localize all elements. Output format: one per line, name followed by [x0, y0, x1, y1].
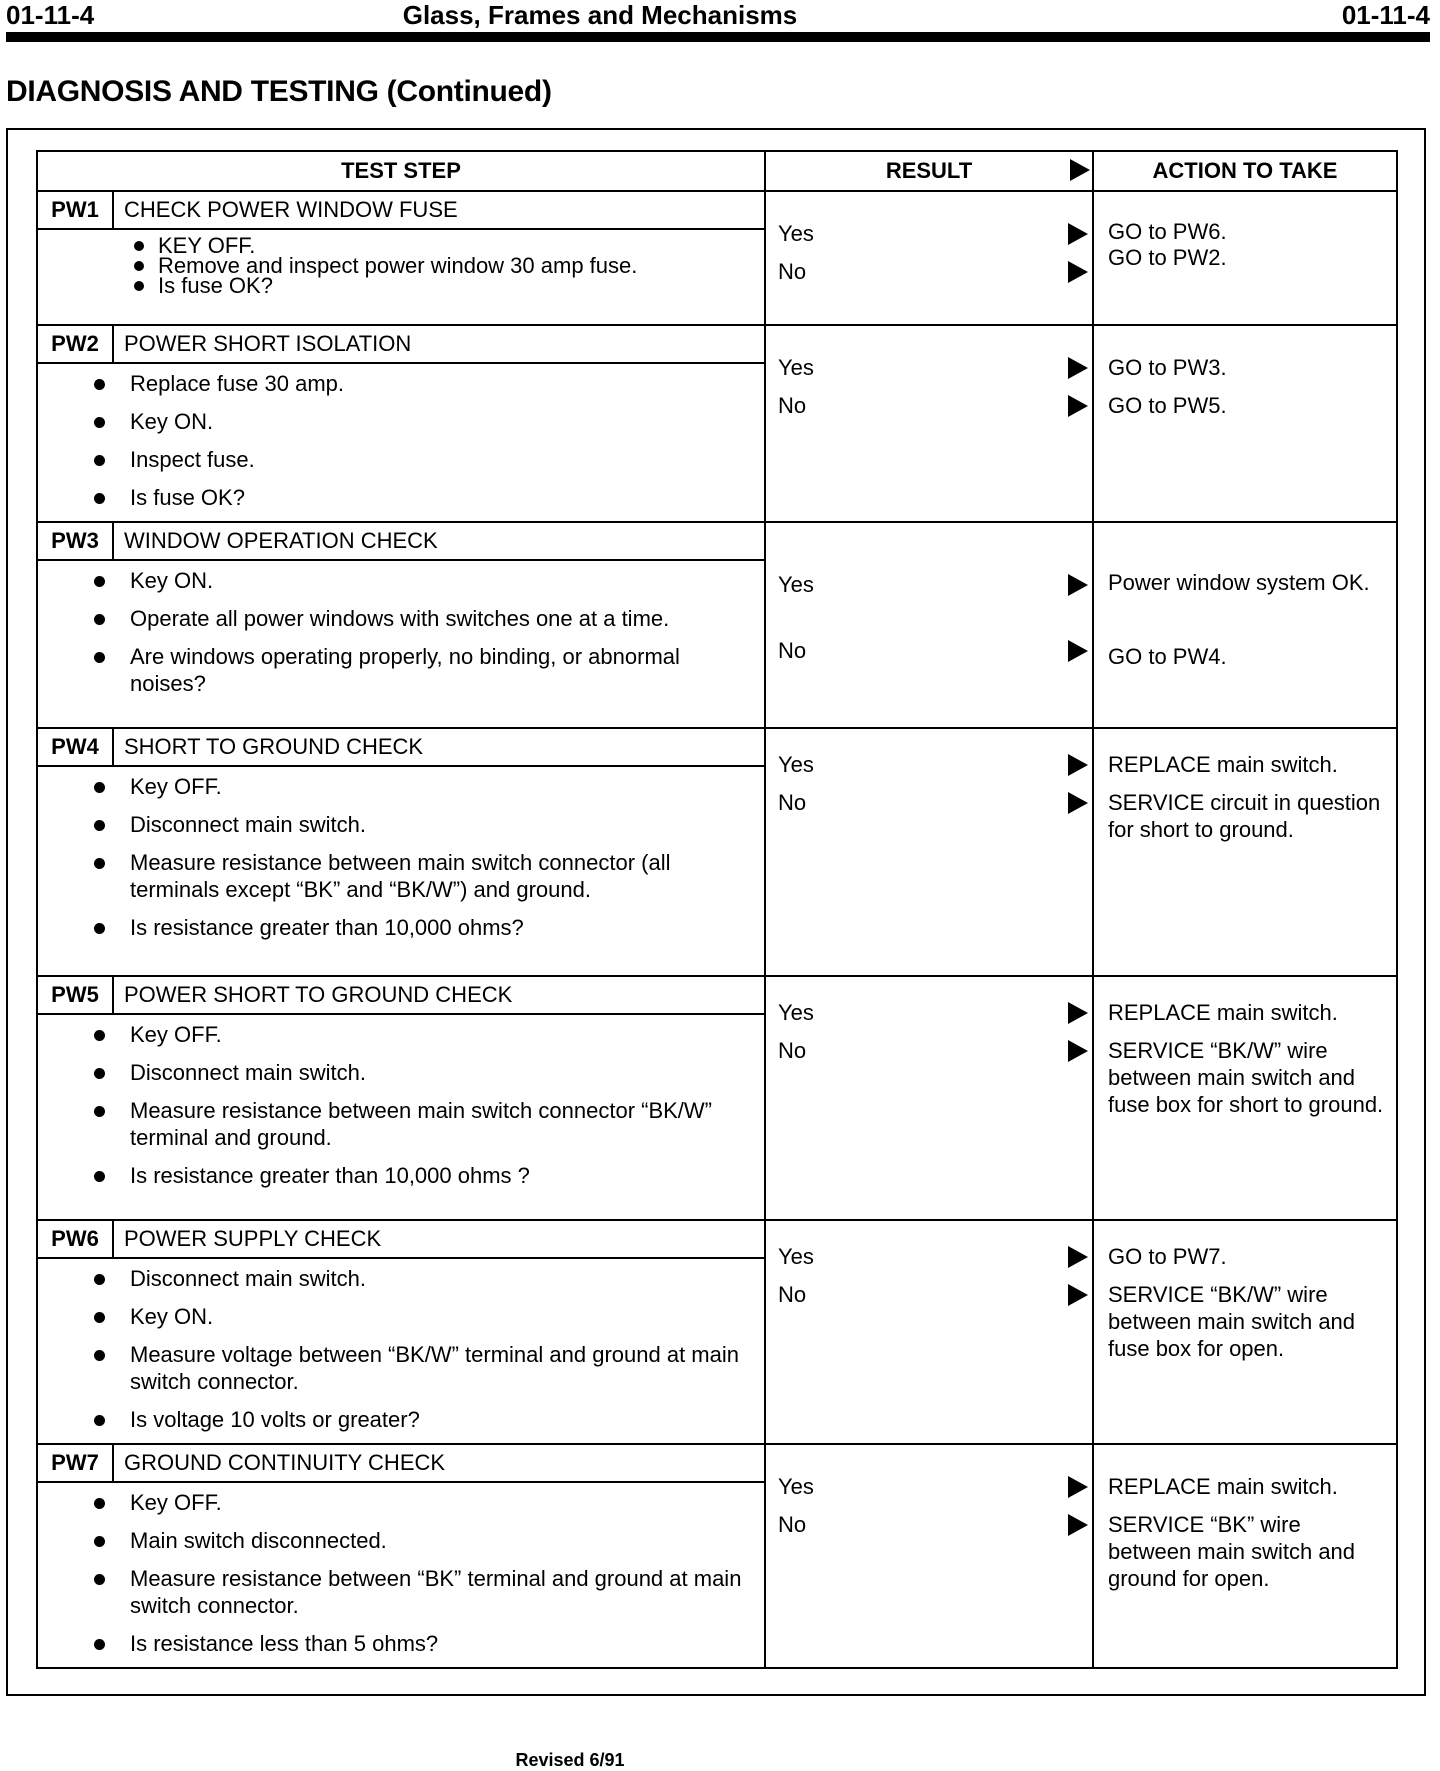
step-instructions [38, 364, 764, 521]
result-cell [765, 728, 1093, 976]
instruction-item: Key ON. [130, 567, 744, 594]
action-text: REPLACE main switch. [1108, 752, 1338, 777]
arrow-right-icon [1070, 159, 1090, 181]
instruction-item: Disconnect main switch. [130, 1059, 744, 1086]
instruction-item: Key ON. [130, 1303, 744, 1330]
result-line [778, 354, 1088, 382]
result-line [778, 637, 1088, 665]
column-header-result-label: RESULT [885, 158, 973, 183]
arrow-right-icon [1068, 395, 1088, 417]
result-label: No [778, 259, 807, 284]
step-header [38, 1221, 764, 1259]
arrow-right-icon [1068, 792, 1088, 814]
instruction-item: Measure resistance between main switch connector (all terminals except “BK” and “BK/W”) and ground. [130, 849, 744, 903]
step-instructions [38, 767, 764, 951]
step-instructions [38, 561, 764, 707]
table-row [37, 1444, 1397, 1668]
instruction-item: Measure voltage between “BK/W” terminal and ground at main switch connector. [130, 1341, 744, 1395]
action-cell [1093, 522, 1397, 728]
result-label: No [778, 638, 807, 663]
section-title: DIAGNOSIS AND TESTING (Continued) [6, 75, 552, 108]
result-line [778, 1037, 1088, 1065]
action-cell [1093, 728, 1397, 976]
result-label: No [778, 393, 807, 418]
instruction-item: Key OFF. [130, 1021, 744, 1048]
arrow-right-icon [1068, 1040, 1088, 1062]
arrow-right-icon [1068, 357, 1088, 379]
action-text: SERVICE “BK/W” wire between main switch and fuse box for open. [1108, 1282, 1356, 1361]
test-step-cell [37, 728, 765, 976]
action-text: GO to PW6. [1108, 219, 1227, 244]
step-id: PW3 [38, 523, 114, 559]
action-text: GO to PW4. [1108, 644, 1227, 669]
arrow-right-icon [1068, 1476, 1088, 1498]
arrow-right-icon [1068, 261, 1088, 283]
test-step-cell [37, 191, 765, 325]
result-label: Yes [778, 1474, 814, 1499]
action-cell [1093, 191, 1397, 325]
step-instructions [38, 1259, 764, 1443]
result-label: No [778, 1512, 807, 1537]
action-text: GO to PW5. [1108, 393, 1227, 418]
step-title: SHORT TO GROUND CHECK [124, 734, 424, 759]
result-label: Yes [778, 355, 814, 380]
instruction-item: Key OFF. [130, 773, 744, 800]
test-step-cell [37, 1444, 765, 1668]
result-line [778, 789, 1088, 817]
result-line [778, 258, 1088, 286]
action-text: SERVICE circuit in question for short to ground. [1108, 790, 1381, 842]
instruction-item: Measure resistance between “BK” terminal and ground at main switch connector. [130, 1565, 744, 1619]
instruction-item: Measure resistance between main switch connector “BK/W” terminal and ground. [130, 1097, 744, 1151]
action-cell [1093, 325, 1397, 522]
result-cell [765, 191, 1093, 325]
result-cell [765, 522, 1093, 728]
result-line [778, 220, 1088, 248]
result-label: No [778, 790, 807, 815]
result-cell [765, 1220, 1093, 1444]
step-header [38, 326, 764, 364]
column-header-test-step: TEST STEP [37, 151, 765, 191]
revision-footer: Revised 6/91 [515, 1750, 625, 1770]
table-row [37, 976, 1397, 1220]
result-line [778, 1511, 1088, 1539]
step-title: WINDOW OPERATION CHECK [124, 528, 438, 553]
step-header [38, 977, 764, 1015]
arrow-right-icon [1068, 754, 1088, 776]
table-row [37, 191, 1397, 325]
table-row [37, 1220, 1397, 1444]
column-header-action: ACTION TO TAKE [1093, 151, 1397, 191]
result-line [778, 1243, 1088, 1271]
test-step-cell [37, 325, 765, 522]
result-label: Yes [778, 752, 814, 777]
instruction-item: Is resistance greater than 10,000 ohms? [130, 914, 744, 941]
step-id: PW4 [38, 729, 114, 765]
step-id: PW5 [38, 977, 114, 1013]
instruction-item: KEY OFF. [158, 236, 744, 256]
table-header-row [37, 151, 1397, 191]
action-text: GO to PW7. [1108, 1244, 1227, 1269]
instruction-item: Main switch disconnected. [130, 1527, 744, 1554]
page-code-left: 01-11-4 [6, 0, 95, 30]
arrow-right-icon [1068, 1002, 1088, 1024]
step-id: PW7 [38, 1445, 114, 1481]
result-label: Yes [778, 572, 814, 597]
instruction-item: Is resistance greater than 10,000 ohms ? [130, 1162, 744, 1189]
result-label: Yes [778, 1244, 814, 1269]
action-cell [1093, 976, 1397, 1220]
step-id: PW2 [38, 326, 114, 362]
instruction-item: Is fuse OK? [130, 484, 744, 511]
result-line [778, 751, 1088, 779]
table-row [37, 325, 1397, 522]
result-line [778, 1473, 1088, 1501]
column-header-result [765, 151, 1093, 191]
result-label: Yes [778, 1000, 814, 1025]
action-text: SERVICE “BK” wire between main switch and ground for open. [1108, 1512, 1356, 1591]
instruction-item: Inspect fuse. [130, 446, 744, 473]
action-text: SERVICE “BK/W” wire between main switch and fuse box for short to ground. [1108, 1038, 1384, 1117]
result-line [778, 571, 1088, 599]
step-instructions [38, 230, 764, 302]
step-header [38, 192, 764, 230]
instruction-item: Is resistance less than 5 ohms? [130, 1630, 744, 1657]
arrow-right-icon [1068, 1284, 1088, 1306]
arrow-right-icon [1068, 574, 1088, 596]
step-id: PW1 [38, 192, 114, 228]
header-rule [6, 32, 1430, 42]
table-row [37, 522, 1397, 728]
result-label: Yes [778, 221, 814, 246]
instruction-item: Is voltage 10 volts or greater? [130, 1406, 744, 1433]
result-cell [765, 1444, 1093, 1668]
arrow-right-icon [1068, 640, 1088, 662]
step-header [38, 523, 764, 561]
arrow-right-icon [1068, 223, 1088, 245]
instruction-item: Key ON. [130, 408, 744, 435]
step-id: PW6 [38, 1221, 114, 1257]
instruction-item: Disconnect main switch. [130, 1265, 744, 1292]
page-code-right: 01-11-4 [1341, 0, 1430, 30]
result-label: No [778, 1282, 807, 1307]
test-step-cell [37, 1220, 765, 1444]
step-title: POWER SUPPLY CHECK [124, 1226, 382, 1251]
instruction-item: Replace fuse 30 amp. [130, 370, 744, 397]
action-text: Power window system OK. [1108, 570, 1370, 595]
action-cell [1093, 1220, 1397, 1444]
step-header [38, 1445, 764, 1483]
test-step-cell [37, 976, 765, 1220]
step-header [38, 729, 764, 767]
instruction-item: Key OFF. [130, 1489, 744, 1516]
instruction-item: Disconnect main switch. [130, 811, 744, 838]
step-instructions [38, 1015, 764, 1199]
diagnosis-table [36, 150, 1398, 1669]
result-line [778, 999, 1088, 1027]
step-title: POWER SHORT ISOLATION [124, 331, 412, 356]
instruction-item: Are windows operating properly, no binding, or abnormal noises? [130, 643, 744, 697]
result-line [778, 392, 1088, 420]
action-cell [1093, 1444, 1397, 1668]
action-text: REPLACE main switch. [1108, 1000, 1338, 1025]
action-text: GO to PW3. [1108, 355, 1227, 380]
result-cell [765, 325, 1093, 522]
step-title: CHECK POWER WINDOW FUSE [124, 197, 458, 222]
instruction-item: Operate all power windows with switches one at a time. [130, 605, 744, 632]
arrow-right-icon [1068, 1514, 1088, 1536]
result-label: No [778, 1038, 807, 1063]
arrow-right-icon [1068, 1246, 1088, 1268]
result-line [778, 1281, 1088, 1309]
result-cell [765, 976, 1093, 1220]
page-header-title: Glass, Frames and Mechanisms [402, 0, 798, 30]
step-title: GROUND CONTINUITY CHECK [124, 1450, 446, 1475]
instruction-item: Is fuse OK? [158, 276, 744, 296]
table-row [37, 728, 1397, 976]
step-instructions [38, 1483, 764, 1667]
action-text: GO to PW2. [1108, 245, 1227, 270]
step-title: POWER SHORT TO GROUND CHECK [124, 982, 513, 1007]
action-text: REPLACE main switch. [1108, 1474, 1338, 1499]
instruction-item: Remove and inspect power window 30 amp fuse. [158, 256, 744, 276]
test-step-cell [37, 522, 765, 728]
